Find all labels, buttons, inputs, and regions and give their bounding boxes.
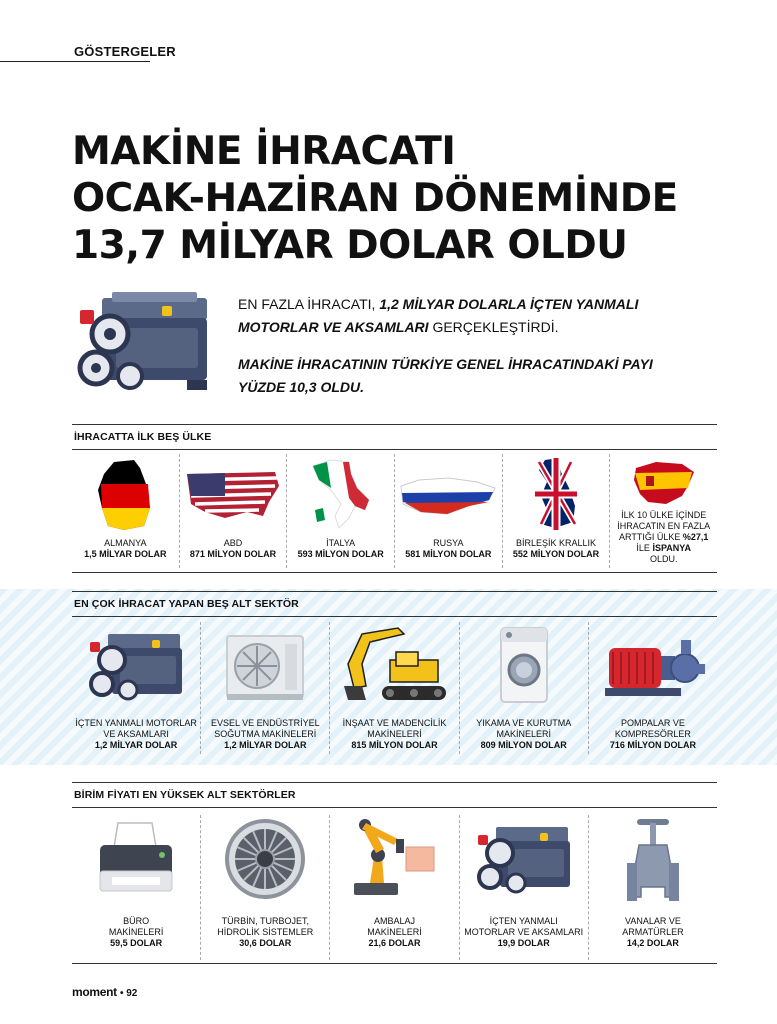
subsector-label-line-2: MAKİNELERİ [496,729,551,739]
country-item [179,454,287,568]
subsector-label-line-1: YIKAMA VE KURUTMA [476,718,572,728]
subsector-label-line-2: MAKİNELERİ [367,729,422,739]
country-value: 1,5 MİLYAR DOLAR [84,549,167,559]
spain-note-line-1: İLK 10 ÜLKE İÇİNDE [621,510,707,520]
country-value: 552 MİLYON DOLAR [512,549,600,559]
divider [72,963,717,964]
unit-price-item [200,815,329,960]
subsector-label-line-1: İNŞAAT VE MADENCİLİK [342,718,447,728]
country-name: BİRLEŞİK KRALLIK [516,538,597,548]
subsector-label-line-1: EVSEL VE ENDÜSTRİYEL [210,718,320,728]
engine-icon [72,288,220,398]
unit-price-item [329,815,458,960]
country-name: İTALYA [326,538,356,548]
unit-price-value: 14,2 DOLAR [626,938,679,948]
lead-share-line-1: MAKİNE İHRACATININ TÜRKİYE GENEL İHRACATINDAKİ PAYI [238,356,653,372]
subsector-item [459,622,588,754]
subsector-value: 716 MİLYON DOLAR [609,740,696,750]
subsectors-heading-label: EN ÇOK İHRACAT YAPAN BEŞ ALT SEKTÖR [74,598,299,610]
section-tag [0,44,176,62]
title-line-3: 13,7 MİLYAR DOLAR OLDU [72,223,628,268]
lead-share-line-2: YÜZDE 10,3 OLDU. [238,379,365,395]
unit-price-label-line-2: HİDROLİK SİSTEMLER [217,927,314,937]
germany-map-icon [94,460,156,530]
country-name: RUSYA [433,538,464,548]
lead-paragraph-share [238,353,708,399]
spain-note-line-2: İHRACATIN EN FAZLA [617,521,711,531]
unit-price-label-line-2: MAKİNELERİ [108,927,164,937]
subsector-value: 1,2 MİLYAR DOLAR [94,740,178,750]
engine-icon [86,628,186,706]
spain-note-line-5: OLDU. [649,554,678,564]
printer-icon [94,821,178,897]
lead-text-e: GERÇEKLEŞTİRDİ. [428,319,559,335]
subsector-value: 815 MİLYON DOLAR [351,740,438,750]
subsector-label-line-1: İÇTEN YANMALI MOTORLAR [75,718,197,728]
country-item [502,454,610,568]
robot-arm-icon [348,817,442,899]
unit-price-label-line-1: VANALAR VE [624,916,681,926]
spain-note-line-4: İLE [636,543,653,553]
unit-price-row [72,815,717,960]
country-value: 581 MİLYON DOLAR [405,549,492,559]
engine-icon [474,821,574,899]
lead-text-a: EN FAZLA İHRACATI, [238,296,380,312]
subsector-value: 809 MİLYON DOLAR [480,740,567,750]
lead-highlight-sector-a: İÇTEN YANMALI [526,296,639,312]
unit-price-label-line-1: BÜRO [123,916,150,926]
russia-map-icon [399,476,497,516]
lead-paragraph [238,293,708,339]
unit-price-value: 30,6 DOLAR [239,938,292,948]
unit-price-label-line-1: İÇTEN YANMALI [489,916,558,926]
spain-note-text [610,510,717,565]
spain-note-country: İSPANYA [652,543,691,553]
title-line-1: MAKİNE İHRACATI [72,129,456,174]
unit-price-heading [72,782,717,808]
air-conditioner-icon [223,632,307,704]
section-tag-label: GÖSTERGELER [74,44,176,59]
uk-map-icon [535,458,577,530]
page-title [72,128,752,269]
unit-price-label-line-2: ARMATÜRLER [622,927,684,937]
subsector-label-line-1: POMPALAR VE [620,718,685,728]
unit-price-label-line-1: TÜRBİN, TURBOJET, [221,916,309,926]
country-item [394,454,502,568]
unit-price-item [72,815,200,960]
subsector-item [72,622,200,754]
spain-note-percent: %27,1 [682,532,709,542]
subsector-item [329,622,458,754]
valve-icon [623,817,683,903]
unit-price-item [588,815,717,960]
countries-heading-label: İHRACATTA İLK BEŞ ÜLKE [74,431,212,443]
country-value: 871 MİLYON DOLAR [189,549,277,559]
subsector-item [200,622,329,754]
subsectors-heading [72,591,717,617]
unit-price-label-line-2: MAKİNELERİ [367,927,422,937]
unit-price-heading-label: BİRİM FİYATI EN YÜKSEK ALT SEKTÖRLER [74,789,296,801]
subsector-item [588,622,717,754]
unit-price-value: 21,6 DOLAR [368,938,421,948]
lead-highlight-sector-b: MOTORLAR VE AKSAMLARI [238,319,429,335]
country-name: ALMANYA [104,538,147,548]
footer [72,985,137,999]
unit-price-item [459,815,588,960]
pump-icon [601,634,705,704]
usa-map-icon [185,468,281,524]
subsector-value: 1,2 MİLYAR DOLAR [224,740,307,750]
title-line-2: OCAK-HAZİRAN DÖNEMİNDE [72,176,678,221]
subsector-label-line-2: SOĞUTMA MAKİNELERİ [214,729,317,739]
spain-map-icon [632,460,696,506]
divider [72,572,717,573]
unit-price-value: 59,5 DOLAR [110,938,163,948]
country-item [286,454,394,568]
washing-machine-icon [497,626,551,706]
countries-heading [72,424,717,450]
unit-price-label-line-2: MOTORLAR VE AKSAMLARI [464,927,584,937]
unit-price-value: 19,9 DOLAR [497,938,550,948]
excavator-icon [340,624,450,708]
subsector-label-line-2: KOMPRESÖRLER [614,729,691,739]
country-value: 593 MİLYON DOLAR [297,549,384,559]
page-number: • 92 [119,988,138,999]
countries-row [72,454,717,568]
subsectors-row [72,622,717,754]
unit-price-label-line-1: AMBALAJ [374,916,416,926]
subsector-label-line-2: VE AKSAMLARI [103,729,169,739]
country-name: ABD [223,538,243,548]
magazine-logo: moment [72,985,117,999]
spain-note-line-3: ARTTIĞI ÜLKE [619,532,683,542]
country-item [72,454,179,568]
turbine-icon [223,817,307,901]
lead-highlight-amount: 1,2 MİLYAR DOLARLA [379,296,527,312]
spain-note [609,454,717,568]
italy-map-icon [309,458,373,530]
